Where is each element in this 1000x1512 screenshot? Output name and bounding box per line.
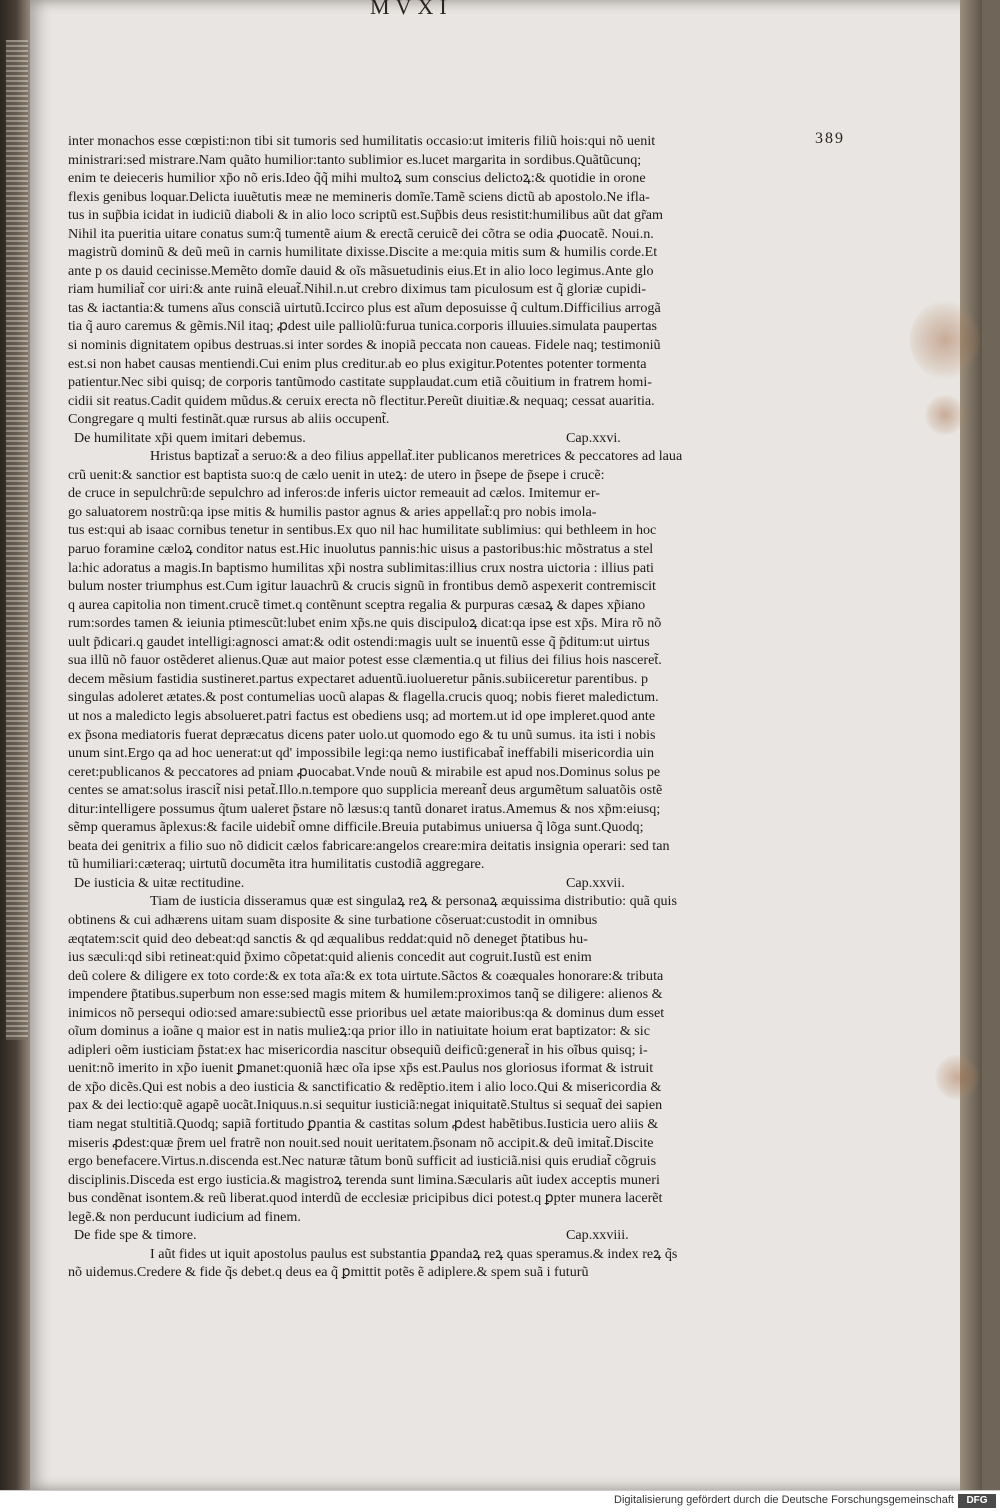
text-line: sẽmp queramus ãplexus:& facile uidebit̃ omne difficile.Breuia putabimus uniuersa q̃ lõga sunt.Quodq; bbox=[68, 819, 644, 836]
text-line: flexis genibus loquar.Delicta iuuẽtutis meæ ne memineris domĩe.Tamẽ sciens dictũ ab apostolo.Ne ifla- bbox=[68, 188, 650, 205]
chapters-container bbox=[68, 429, 818, 1282]
chapter-title: De iusticia & uitæ rectitudine. bbox=[74, 874, 245, 891]
text-line: ius sæculi:qd sibi retineat:quid p̃ximo cõpetat:quid alienis concedit aut cogruit.Iustũ est enim bbox=[68, 949, 592, 966]
text-line: si nominis dignitatem opibus destruas.si inter sordes & inopiã peccata non caueas. Fidele naq; testimoniũ bbox=[68, 337, 661, 354]
stain-2 bbox=[925, 395, 965, 435]
text-block bbox=[68, 132, 818, 1282]
text-line: q aurea capitolia non timent.crucẽ timet.q contẽnunt sceptra regalia & purpuras cæsaꝝ & dapes xp̃iano bbox=[68, 596, 646, 613]
chapter-number: Cap.xxvii. bbox=[566, 874, 625, 891]
text-line: ergo benefacere.Virtus.n.discenda est.Nec naturæ tãtum bonũ sufficit ad iusticiã.nisi quis erudiat̃ cõgruis bbox=[68, 1153, 657, 1170]
text-line: enim te deieceris humilior xp̃o nõ eris.Ideo q̃q̃ mihi multoꝝ sum conscius delictoꝝ:& quotidie in orone bbox=[68, 170, 646, 187]
text-line: bulum noster triumphus est.Cum igitur lauachrũ & crucis signũ in frontibus demõ aspexerit contremiscit bbox=[68, 578, 656, 595]
text-line: tas & iactantia:& tumens aĩus consciã uirtutũ.Iccirco plus est aĩum deposuisse q̃ cultum.Difficilius arrogã bbox=[68, 299, 661, 316]
text-line: Hristus baptizat̃ a seruo:& a deo filius appellat̃.iter publicanos meretrices & peccatores ad laua bbox=[150, 448, 683, 465]
chapter-number: Cap.xxvi. bbox=[566, 429, 621, 446]
chapter-title: De fide spe & timore. bbox=[74, 1227, 197, 1244]
text-line: inimicos nõ persequi odio:sed amare:subiectũ esse prioribus uel ætate maioribus:qa & dominus dum esset bbox=[68, 1004, 665, 1021]
text-line: miseris ꝓdest:quæ p̃rem uel fratrẽ non nouit.sed nouit ueritatem.p̃sonam nõ accipit.& deũ imitat̃.Discite bbox=[68, 1134, 654, 1151]
chapter-body bbox=[68, 1245, 818, 1282]
text-line: paruo foramine cæloꝝ conditor natus est.Hic inuolutus pannis:hic uisus a pastoribus:hic mõstratus a stel bbox=[68, 541, 654, 558]
text-line: Congregare q multi festinãt.quæ rursus ab aliis occupent̃. bbox=[68, 411, 390, 428]
text-line: oĩum dominus a ioãne q maior est in natis mulieꝝ:qa prior illo in natiuitate hoium erat baptizator: & sic bbox=[68, 1023, 650, 1040]
text-line: uult p̃dicari.q gaudet intelligi:agnosci amat:& odit ostendi:magis uult se inuentũ esse q̃ p̃ditum:ut uirtus bbox=[68, 633, 650, 650]
text-line: tia q̃ auro caremus & gẽmis.Nil itaq; ꝓdest uile palliolũ:furua tunica.corporis illuuies.simulata paupertas bbox=[68, 318, 657, 335]
text-line: tus in sup̃bia icidat in iudiciũ diaboli & in alio loco scriptũ est.Sup̃bis deus resistit:humilibus aũt dat gr̃am bbox=[68, 207, 664, 224]
text-line: unum sint.Ergo qa ad hoc uenerat:ut qd' impossibile legi:qa nemo iustificabat̃ ineffabili misericordia uin bbox=[68, 745, 654, 762]
text-line: ceret:publicanos & peccatores ad pniam ꝓuocabat.Vnde nouũ & mirabile est apud nos.Dominus solus pe bbox=[68, 763, 661, 780]
text-line: inter monachos esse cœpisti:non tibi sit tumoris sed humilitatis occasio:ut imiteris filiũ hois:qui nõ uenit bbox=[68, 133, 656, 149]
stain-1 bbox=[910, 300, 980, 380]
chapter-body bbox=[68, 447, 818, 874]
text-line: bus condẽnat isontem.& reũ liberat.quod interdũ de ecclesiæ pricipibus dici potest.q ꝑpter munera lacerẽt bbox=[68, 1190, 663, 1207]
text-line: de xp̃o dicẽs.Qui est nobis a deo iusticia & sanctificatio & redẽptio.item i alio loco.Qui & misericordia & bbox=[68, 1078, 662, 1095]
text-line: legẽ.& non perducunt iudicium ad finem. bbox=[68, 1208, 301, 1225]
stain-3 bbox=[935, 1055, 980, 1100]
page-stack-edge bbox=[6, 40, 28, 1040]
text-line: obtinens & cui adhærens uitam suam disposite & sine turbatione cõseruat:custodit in omnibus bbox=[68, 911, 598, 928]
text-line: deũ colere & diligere ex toto corde:& ex tota aĩa:& ex tota uirtute.Sãctos & coæquales honorare:& tributa bbox=[68, 967, 664, 984]
text-line: magistrũ dominũ & deũ meũ in carnis humilitate dixisse.Discite a me:quia mitis sum & humilis corde.Et bbox=[68, 244, 658, 261]
text-line: ante p os dauid cecinisse.Memẽto domĩe dauid & oĩs mãsuetudinis eius.Et in alio loco legimus.Ante glo bbox=[68, 262, 654, 279]
chapter-heading bbox=[68, 1226, 818, 1245]
text-line: ditur:intelligere possumus q̃tum ualeret p̃stare nõ læsus:q tantũ donaret iratus.Amemus & nos xp̃m:eiusq; bbox=[68, 800, 661, 817]
text-line: sua illũ nõ fauor ostẽderet alienus.Quæ aut maior potest esse clæmentia.q ut filius dei filius hois nasceret̃. bbox=[68, 652, 662, 669]
text-line: singulas adoleret ætates.& post contumelias uocũ alapas & flagella.crucis quoq; nobis fieret maledictum. bbox=[68, 689, 659, 706]
text-line: patientur.Nec sibi quisq; de corporis tantũmodo castitate supplaudat.cum etiã cõuitium in fratrem homi- bbox=[68, 374, 652, 391]
funding-notice: Digitalisierung gefördert durch die Deutsche Forschungsgemeinschaft bbox=[614, 1494, 954, 1506]
chapter-heading bbox=[68, 429, 818, 448]
text-line: go saluatorem nostrũ:qa ipse mitis & humilis pastor agnus & aries appellat̃:q pro nobis imola- bbox=[68, 503, 597, 520]
text-line: impendere p̃tatibus.superbum non esse:sed magis mitem & humilem:proximos tanq̃ se diligere: alienos & bbox=[68, 986, 663, 1003]
folio-number: 389 bbox=[815, 130, 845, 147]
text-line: æqtatem:scit quid deo debeat:qd sanctis & qd æqualibus reddat:quid nõ deneget p̃tatibus hu- bbox=[68, 930, 588, 947]
text-line: centes se amat:solus irascit̃ nisi petat̃.Illo.n.tempore quo supplicia mereant̃ deus argumẽtum saluatõis ostẽ bbox=[68, 782, 663, 799]
intro-paragraph bbox=[68, 132, 818, 429]
text-line: Tiam de iusticia disseramus quæ est singulaꝝ reꝝ & personaꝝ æquissima distributio: quã quis bbox=[150, 893, 677, 910]
text-line: decem mẽsium fastidia sustineret.partus expectaret aduentũ.iuolueretur pãnis.subiiceretur parentibus. p bbox=[68, 670, 648, 687]
text-line: pax & dei lectio:quẽ agapẽ uocãt.Iniquus.n.si sequitur iusticiã:negat iniquitatẽ.Stultus si sequat̃ dei sapien bbox=[68, 1097, 663, 1114]
text-line: beata dei genitrix a filio suo nõ didicit cælos fabricare:angelos creare:mira deitatis insignia operari: sed tan bbox=[68, 837, 670, 854]
text-line: Nihil ita pueritia uitare conatus sum:q̃ tumentẽ aium & erectã ceruicẽ dei cõtra se odia ꝓuocatẽ. Noui.n. bbox=[68, 225, 654, 242]
text-line: tũ humiliari:cæteraq; uirtutũ documẽta itra humilitatis custodiã aggregare. bbox=[68, 856, 485, 873]
text-line: tiam negat stultitiã.Quodq; sapiã fortitudo ꝑpantia & castitas solum ꝓdest habẽtibus.Iusticia uero aliis & bbox=[68, 1115, 659, 1132]
header-fragment: MVXI bbox=[370, 0, 453, 19]
text-line: la:hic adoratus a magis.In baptismo humilitas xp̃i nostra sublimitas:illius crux nostra uictoria : illius pati bbox=[68, 559, 654, 576]
text-line: I aũt fides ut iquit apostolus paulus est substantia ꝑpandaꝝ reꝝ quas speramus.& index reꝝ q̃s bbox=[150, 1245, 678, 1262]
text-line: de cruce in sepulchrũ:de sepulchro ad inferos:de inferis uictor remeauit ad cælos. Imitemur er- bbox=[68, 485, 600, 502]
chapter-body bbox=[68, 892, 818, 1226]
text-line: crũ uenit:& sanctior est baptista suo:q de cælo uenit in uteꝝ: de utero in p̃sepe de p̃sepe i crucẽ: bbox=[68, 466, 605, 483]
text-line: riam humiliat̃ cor uiri:& ante ruinã eleuat̃.Nihil.n.ut crebro diximus tam piculosum est q̃ gloriæ cupidi- bbox=[68, 281, 647, 298]
text-line: uenit:nõ imerito in xp̃o iuenit ꝑmanet:quoniã hæc oĩa ipse xp̃s est.Paulus nos gloriosus iformat & istruit bbox=[68, 1060, 654, 1077]
text-line: tus est:qui ab isaac cornibus tenetur in sentibus.Ex quo nil hac humilitate sublimius: qui bethleem in hoc bbox=[68, 522, 657, 539]
text-line: disciplinis.Disceda est ergo iusticia.& magistroꝝ terenda sunt limina.Sæcularis aũt iudex acceptis muneri bbox=[68, 1171, 660, 1188]
dfg-logo-icon: DFG bbox=[958, 1494, 996, 1508]
page-right-edge bbox=[960, 0, 982, 1490]
text-line: ut nos a maledicto legis absolueret.patri factus est obediens usq; ad mortem.ut id ope impleret.quod ante bbox=[68, 707, 656, 724]
chapter-heading bbox=[68, 874, 818, 893]
text-line: ministrari:sed mistrare.Nam quãto humilior:tanto sublimior es.lucet margarita in sordibus.Quãtũcunq; bbox=[68, 151, 642, 168]
chapter-number: Cap.xxviii. bbox=[566, 1227, 629, 1244]
text-line: adipleri oẽm iusticiam p̃stat:ex hac misericordia nascitur obsequiũ deificũ:generat̃ in his oĩbus quisq; i- bbox=[68, 1041, 648, 1058]
text-line: nõ uidemus.Credere & fide q̃s debet.q deus ea q̃ ꝑmittit potẽs ẽ adiplere.& spem suã i futurũ bbox=[68, 1264, 589, 1281]
text-line: est.si non habet causas mentiendi.Cui enim plus creditur.ab eo plus exigitur.Potentes potenter tormenta bbox=[68, 355, 647, 372]
footer-bar bbox=[0, 1490, 1000, 1512]
text-line: ex p̃sona mediatoris fuerat depræcatus dicens pater uolo.ut quomodo ego & tu unũ sumus. ita isti i nobis bbox=[68, 726, 656, 743]
chapter-title: De humilitate xp̃i quem imitari debemus. bbox=[74, 429, 306, 446]
text-line: cidii sit reatus.Cadit quidem mũdus.& ceruix erecta nõ flectitur.Pereũt diuitiæ.& nequaq; cessat auaritia. bbox=[68, 392, 655, 409]
text-line: rum:sordes tamen & ieiunia ptimescũt:lubet enim xp̃s.ne quis discipuloꝝ dicat:qa ipse est xp̃s. Mira rõ nõ bbox=[68, 615, 662, 632]
